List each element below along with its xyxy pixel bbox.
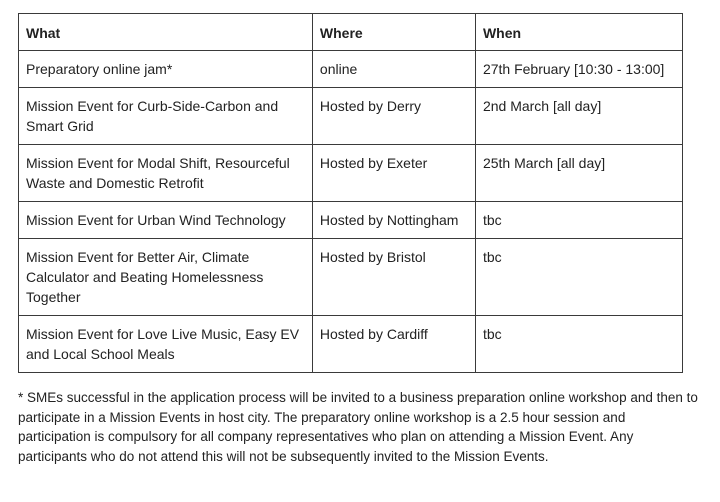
cell-what: Mission Event for Better Air, Climate Calculator and Beating Homelessness Together xyxy=(19,239,313,316)
table-header-row xyxy=(19,14,683,51)
cell-what: Mission Event for Curb-Side-Carbon and Smart Grid xyxy=(19,88,313,145)
cell-when: 25th March [all day] xyxy=(475,145,682,202)
table-row xyxy=(19,316,683,373)
cell-when: tbc xyxy=(475,316,682,373)
header-where: Where xyxy=(312,14,475,51)
header-what: What xyxy=(19,14,313,51)
cell-when: 2nd March [all day] xyxy=(475,88,682,145)
cell-where: Hosted by Exeter xyxy=(312,145,475,202)
table-row xyxy=(19,239,683,316)
footnote: * SMEs successful in the application process will be invited to a business preparation online workshop and then to participate in a Mission Events in host city. The preparatory online workshop is a 2.5 hour session and participation is compulsory for all company representatives who plan on attending a Mission Event. Any participants who do not attend this will not be subsequently invited to the Mission Events. xyxy=(18,390,698,464)
cell-when: tbc xyxy=(475,202,682,239)
cell-where: Hosted by Nottingham xyxy=(312,202,475,239)
cell-where: online xyxy=(312,51,475,88)
cell-what: Preparatory online jam* xyxy=(19,51,313,88)
table-row xyxy=(19,88,683,145)
cell-where: Hosted by Bristol xyxy=(312,239,475,316)
table-row xyxy=(19,202,683,239)
table-row xyxy=(19,51,683,88)
cell-what: Mission Event for Love Live Music, Easy EV and Local School Meals xyxy=(19,316,313,373)
events-table xyxy=(18,13,683,373)
cell-where: Hosted by Derry xyxy=(312,88,475,145)
table-row xyxy=(19,145,683,202)
cell-when: 27th February [10:30 - 13:00] xyxy=(475,51,682,88)
cell-when: tbc xyxy=(475,239,682,316)
header-when: When xyxy=(475,14,682,51)
cell-what: Mission Event for Urban Wind Technology xyxy=(19,202,313,239)
cell-what: Mission Event for Modal Shift, Resourceful Waste and Domestic Retrofit xyxy=(19,145,313,202)
cell-where: Hosted by Cardiff xyxy=(312,316,475,373)
